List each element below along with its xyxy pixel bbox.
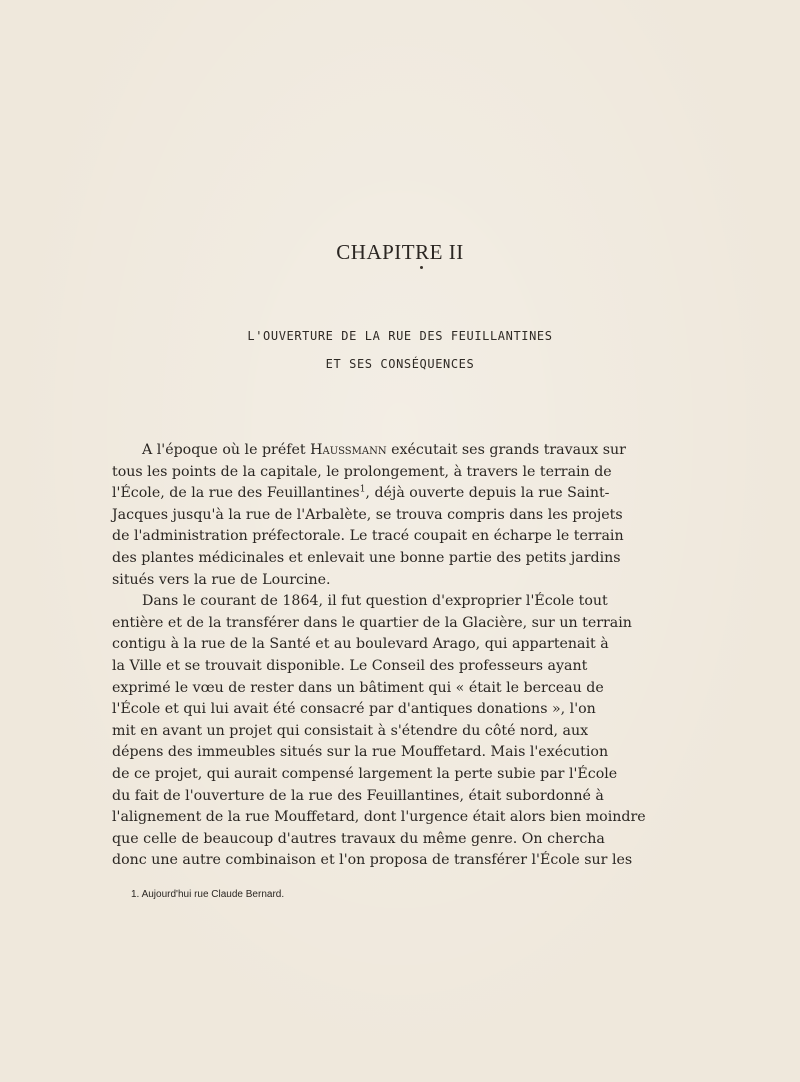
text-line: situés vers la rue de Lourcine. [112, 571, 331, 588]
footnote-ref: 1 [359, 484, 366, 495]
text-line: Dans le courant de 1864, il fut question d'exproprier l'École tout [142, 593, 608, 610]
text-line: dépens des immeubles situés sur la rue Mouffetard. Mais l'exécution [112, 744, 609, 761]
text-line: l'École et qui lui avait été consacré par d'antiques donations », l'on [112, 701, 596, 718]
text-line: contigu à la rue de la Santé et au boulevard Arago, qui appartenait à [112, 636, 609, 653]
text-line: donc une autre combinaison et l'on proposa de transférer l'École sur les [112, 852, 633, 869]
chapter-heading: CHAPITRE II [336, 240, 464, 264]
text-line [112, 440, 626, 462]
ink-speck [420, 266, 423, 269]
text-line: mit en avant un projet qui consistait à s'étendre du côté nord, aux [112, 722, 589, 739]
text-span: , déjà ouverte depuis la rue Saint- [365, 485, 610, 502]
text-line: que celle de beaucoup d'autres travaux du même genre. On chercha [112, 830, 605, 847]
text-line: tous les points de la capitale, le prolongement, à travers le terrain de [112, 463, 612, 480]
text-span: A l'époque où le préfet [142, 442, 311, 458]
text-line: exprimé le vœu de rester dans un bâtiment qui « était le berceau de [112, 679, 604, 696]
text-line: du fait de l'ouverture de la rue des Feuillantines, était subordonné à [112, 787, 604, 804]
text-span: exécutait ses grands travaux sur [386, 442, 626, 458]
text-line [112, 483, 610, 505]
text-line: des plantes médicinales et enlevait une bonne partie des petits jardins [112, 549, 621, 566]
text-line: de l'administration préfectorale. Le tracé coupait en écharpe le terrain [112, 528, 624, 545]
footnote: 1. Aujourd'hui rue Claude Bernard. [131, 889, 285, 900]
text-line: l'alignement de la rue Mouffetard, dont l'urgence était alors bien moindre [112, 809, 646, 826]
section-title-line-2: ET SES CONSÉQUENCES [325, 357, 475, 371]
text-line: de ce projet, qui aurait compensé largement la perte subie par l'École [112, 765, 618, 782]
text-line: entière et de la transférer dans le quartier de la Glacière, sur un terrain [112, 614, 632, 631]
text-span: l'École, de la rue des Feuillantines [112, 485, 360, 502]
section-title-line-1: L'OUVERTURE DE LA RUE DES FEUILLANTINES [247, 329, 553, 343]
text-line: la Ville et se trouvait disponible. Le Conseil des professeurs ayant [112, 657, 588, 674]
body-text [112, 440, 646, 872]
person-name: Haussmann [310, 442, 387, 458]
text-line: Jacques jusqu'à la rue de l'Arbalète, se trouva compris dans les projets [112, 506, 623, 523]
